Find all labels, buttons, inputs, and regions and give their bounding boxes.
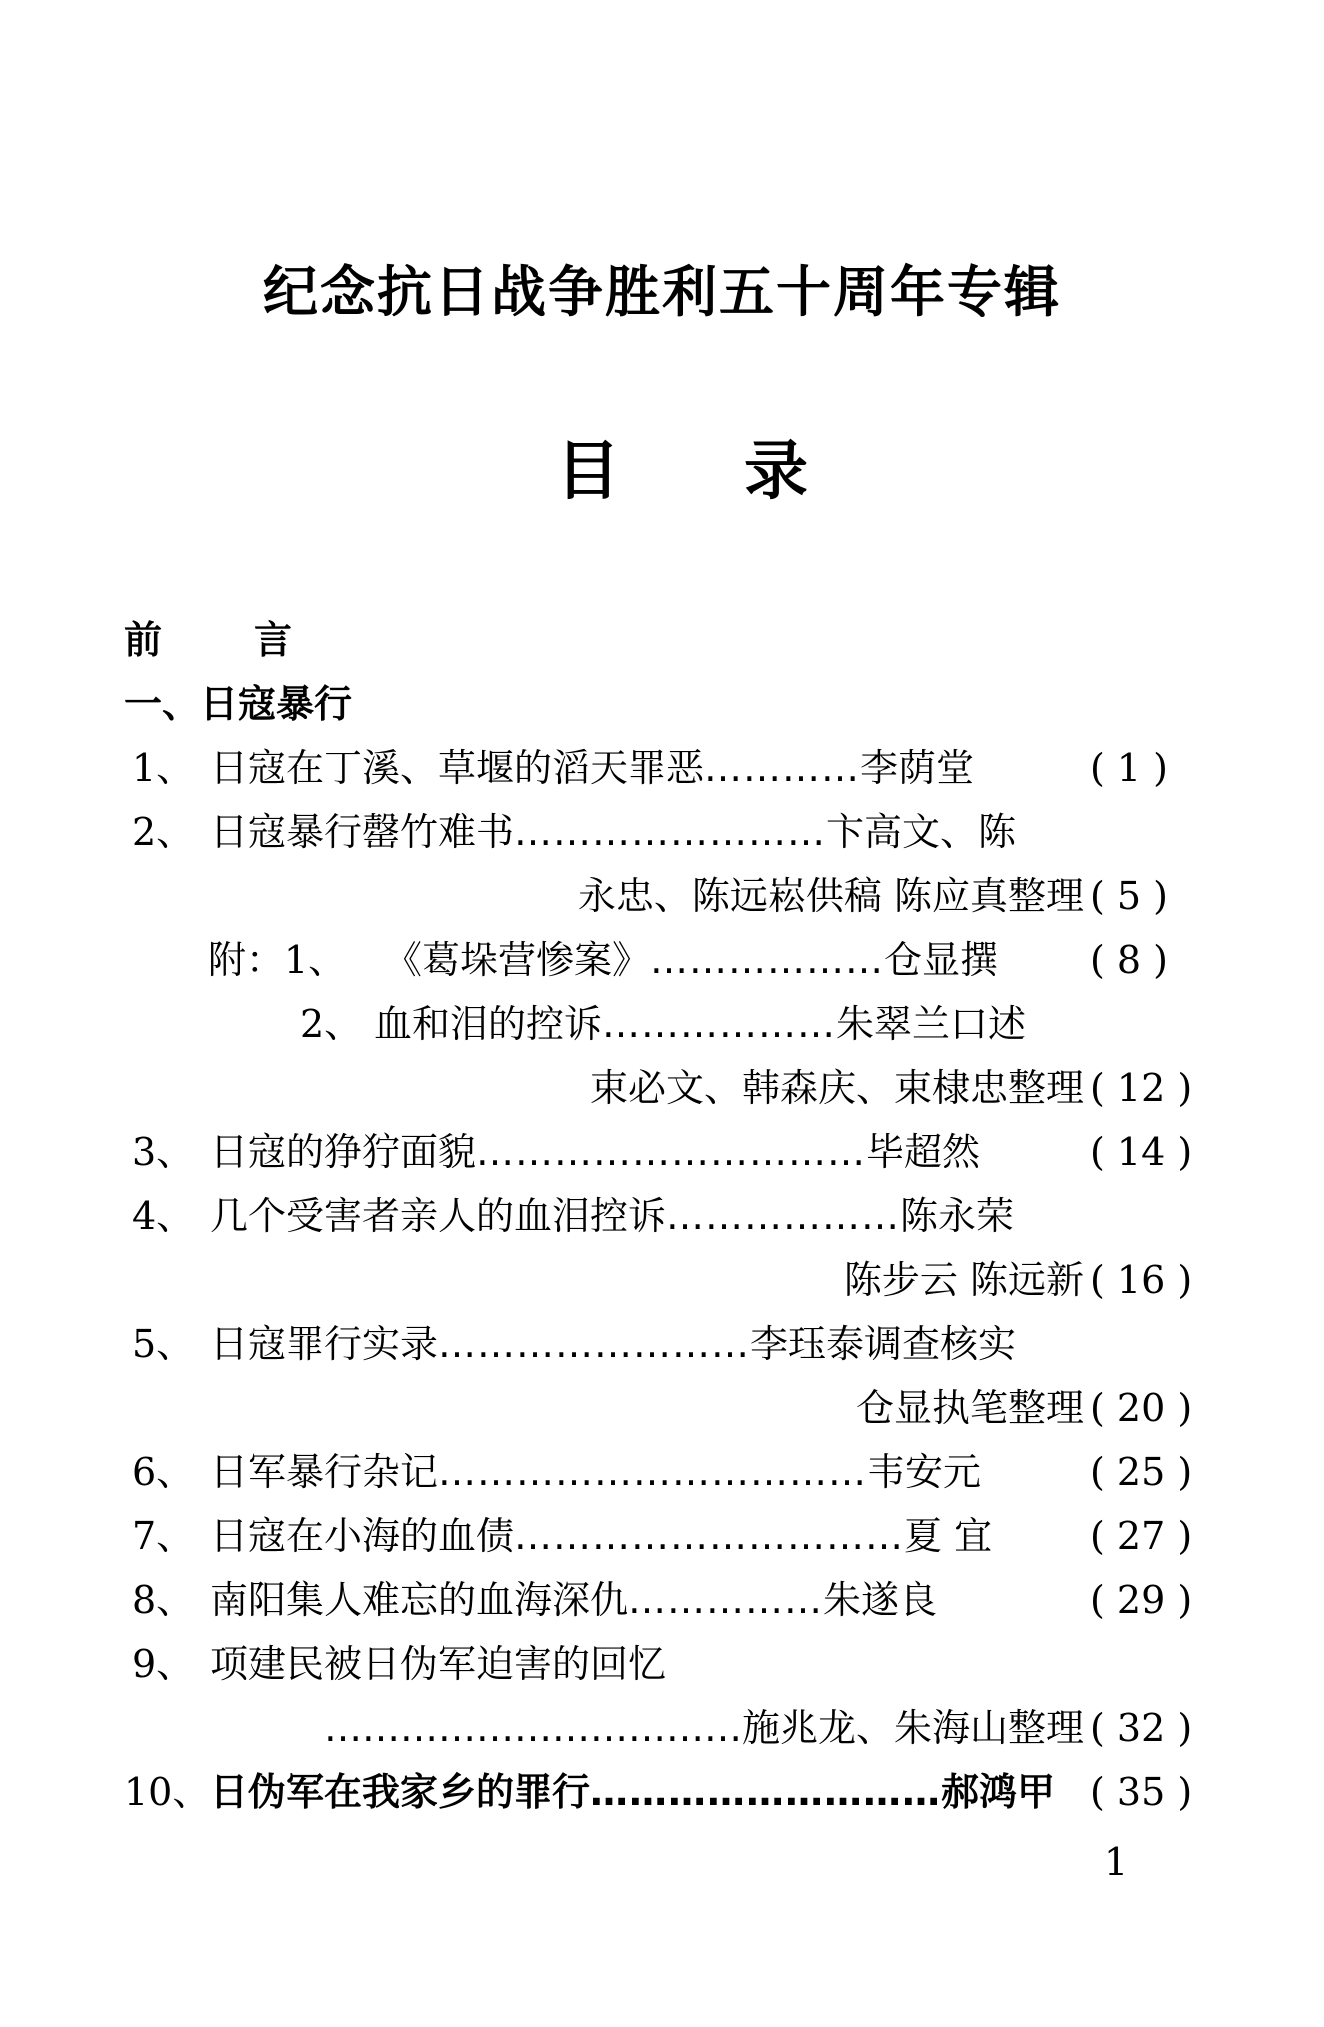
entry-page: ( 12 ) xyxy=(1090,1066,1193,1110)
section-heading: 一、日寇暴行 xyxy=(124,682,353,726)
toc-heading-char-2: 录 xyxy=(744,435,808,509)
entry-title: 日寇在小海的血债…………………………夏 宜 xyxy=(210,1514,993,1558)
entry-number: 5、 xyxy=(132,1322,195,1366)
entry-continuation: 永忠、陈远崧供稿 陈应真整理 xyxy=(577,874,1084,918)
entry-title: 日寇暴行罄竹难书……………………卞高文、陈 xyxy=(210,810,1017,854)
entry-number: 2、 xyxy=(132,810,195,854)
entry-title: 日寇罪行实录……………………李珏泰调查核实 xyxy=(210,1322,1017,1366)
toc-heading-char-1: 目 xyxy=(556,435,620,509)
entry-title: 《葛垛营惨案》………………仓显撰 xyxy=(384,938,999,982)
entry-continuation: 束必文、韩森庆、束棣忠整理 xyxy=(589,1066,1084,1110)
entry-continuation: 仓显执笔整理 xyxy=(855,1386,1084,1430)
entry-page: ( 29 ) xyxy=(1090,1578,1193,1622)
page-number: 1 xyxy=(1104,1840,1129,1884)
entry-number: 10、 xyxy=(124,1770,211,1814)
entry-number: 3、 xyxy=(132,1130,195,1174)
entry-title: 日伪军在我家乡的罪行………………………郝鸿甲 xyxy=(210,1770,1056,1814)
preface-char-2: 言 xyxy=(254,617,293,662)
entry-title: 项建民被日伪军迫害的回忆 xyxy=(210,1642,667,1686)
entry-page: ( 25 ) xyxy=(1090,1450,1193,1494)
appendix-number: 2、 xyxy=(300,1002,363,1046)
entry-number: 4、 xyxy=(132,1194,195,1238)
entry-page: ( 27 ) xyxy=(1090,1514,1193,1558)
entry-page: ( 16 ) xyxy=(1090,1258,1193,1302)
entry-page: ( 32 ) xyxy=(1090,1706,1193,1750)
entry-title: 血和泪的控诉………………朱翠兰口述 xyxy=(374,1002,1027,1046)
entry-title: 日军暴行杂记……………………………韦安元 xyxy=(210,1450,982,1494)
entry-number: 1、 xyxy=(132,746,195,790)
entry-title: 日寇的狰狞面貌…………………………毕超然 xyxy=(210,1130,981,1174)
entry-page: ( 1 ) xyxy=(1090,746,1168,790)
book-title: 纪念抗日战争胜利五十周年专辑 xyxy=(262,260,1061,324)
entry-title: 几个受害者亲人的血泪控诉………………陈永荣 xyxy=(210,1194,1015,1238)
entry-page: ( 5 ) xyxy=(1090,874,1168,918)
entry-page: ( 14 ) xyxy=(1090,1130,1193,1174)
entry-continuation: ……………………………施兆龙、朱海山整理 xyxy=(323,1706,1084,1750)
entry-title: 日寇在丁溪、草堰的滔天罪恶…………李荫堂 xyxy=(210,746,975,790)
entry-page: ( 8 ) xyxy=(1090,938,1168,982)
entry-title: 南阳集人难忘的血海深仇……………朱遂良 xyxy=(210,1578,938,1622)
entry-number: 7、 xyxy=(132,1514,195,1558)
entry-number: 6、 xyxy=(132,1450,195,1494)
appendix-number: 附：1、 xyxy=(208,938,347,982)
entry-number: 9、 xyxy=(132,1642,195,1686)
entry-number: 8、 xyxy=(132,1578,195,1622)
entry-page: ( 35 ) xyxy=(1090,1770,1193,1814)
entry-page: ( 20 ) xyxy=(1090,1386,1193,1430)
entry-continuation: 陈步云 陈远新 xyxy=(843,1258,1084,1302)
preface-char-1: 前 xyxy=(124,617,163,662)
